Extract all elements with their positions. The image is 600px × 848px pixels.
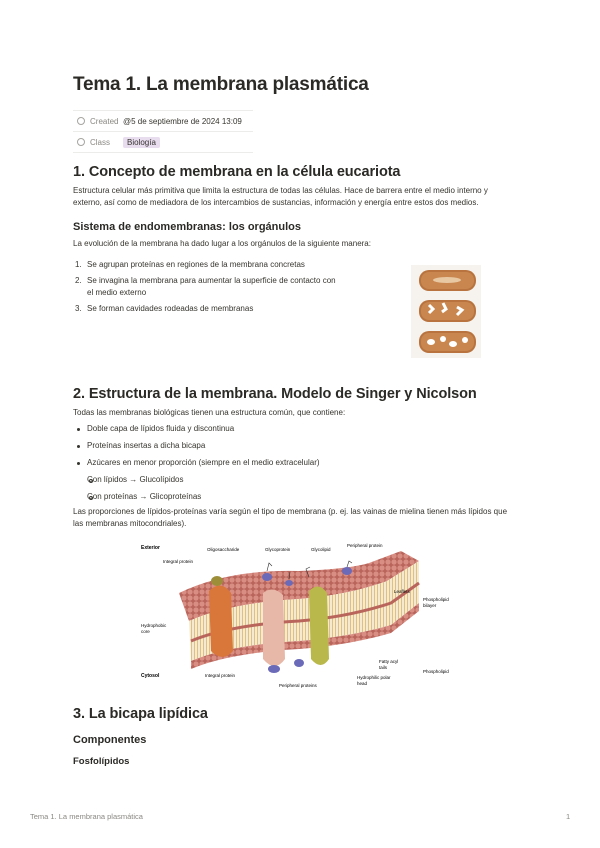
proportions-line-1: Las proporciones de lípidos-proteínas varía según el tipo de membrana (p. ej. las vainas de mielina tienen más lípidos que [73, 507, 508, 516]
label-cytosol: Cytosol [141, 673, 160, 679]
label-glycolipid: Glycolipid [311, 547, 331, 552]
class-value [123, 138, 253, 147]
section-1-paragraph-line-1: Estructura celular más primitiva que limita la estructura de todas las células. Hace de barrera entre el medio interno y [73, 186, 488, 195]
class-tag: Biología [123, 137, 160, 148]
footer-page-number: 1 [566, 812, 571, 821]
proportions-line-2: las membranas mitocondriales). [73, 519, 187, 528]
label-integral-protein-bottom: Integral protein [205, 673, 236, 678]
list-text: Azúcares en menor proporción (siempre en el medio extracelular) [87, 458, 320, 467]
label-integral-protein-top: Integral protein [163, 559, 194, 564]
list-item [73, 423, 493, 435]
endomembrane-heading: Sistema de endomembranas: los orgánulos [73, 221, 302, 233]
property-key [73, 138, 123, 147]
list-number: 3. [75, 304, 82, 313]
created-value: @5 de septiembre de 2024 13:09 [123, 116, 242, 126]
class-label: Class [90, 137, 111, 147]
organelle-list [73, 259, 363, 315]
label-peripheral-proteins-bottom: Peripheral proteins [279, 683, 317, 688]
label-leaflets: Leaflets [394, 589, 410, 594]
bullet-icon [89, 496, 93, 500]
list-item [73, 440, 493, 452]
label-phospholipid-bilayer-2: bilayer [423, 603, 437, 608]
list-text: Se invagina la membrana para aumentar la superficie de contacto con [87, 276, 336, 285]
section-2-heading: 2. Estructura de la membrana. Modelo de Singer y Nicolson [73, 386, 477, 402]
footer-title: Tema 1. La membrana plasmática [30, 812, 143, 821]
section-1-paragraph-line-2: externo, así como de mediadora de los intercambios de sustancias, información y energía entre estos dos medios. [73, 198, 479, 207]
properties-table [73, 110, 253, 153]
label-phospholipid-bilayer-1: Phospholipid [423, 597, 449, 602]
label-glycoprotein: Glycoprotein [265, 547, 291, 552]
bullet-icon [77, 428, 80, 431]
bullet-icon [77, 462, 80, 465]
list-item [73, 457, 493, 469]
clock-icon [77, 117, 85, 125]
list-text: Con lípidos → Glucolípidos [87, 475, 184, 484]
list-item [73, 303, 363, 315]
list-text: Doble capa de lípidos fluida y discontinua [87, 424, 235, 433]
created-label: Created [90, 116, 119, 126]
page-title: Tema 1. La membrana plasmática [73, 74, 369, 95]
list-item [73, 491, 493, 503]
label-hydrophobic-2: core [141, 629, 150, 634]
bullet-icon [77, 445, 80, 448]
label-fatty-2: tails [379, 665, 388, 670]
list-text: Se forman cavidades rodeadas de membranas [87, 304, 254, 313]
list-item [73, 275, 363, 299]
endomembrane-intro: La evolución de la membrana ha dado lugar a los orgánulos de la siguiente manera: [73, 239, 371, 248]
components-heading: Componentes [73, 734, 147, 746]
list-text: Se agrupan proteínas en regiones de la membrana concretas [87, 260, 305, 269]
bullet-icon [89, 479, 93, 483]
list-number: 1. [75, 260, 82, 269]
label-oligosaccharide: Oligosaccharide [207, 547, 240, 552]
list-item [73, 259, 363, 271]
label-exterior: Exterior [141, 545, 160, 551]
label-phospholipid: Phospholipid [423, 669, 449, 674]
list-text: Con proteínas → Glicoproteínas [87, 492, 202, 501]
label-peripheral-protein-top: Peripheral protein [347, 543, 383, 548]
section-2-intro: Todas las membranas biológicas tienen una estructura común, que contiene: [73, 408, 346, 417]
label-fatty-1: Fatty acyl [379, 659, 399, 664]
property-class [73, 131, 253, 153]
fluid-mosaic-figure [139, 541, 460, 689]
property-key [73, 117, 123, 126]
list-number: 2. [75, 276, 82, 285]
label-hydrophobic-1: Hydrophobic [141, 623, 167, 628]
property-created [73, 110, 253, 131]
list-text: Proteínas insertas a dicha bicapa [87, 441, 206, 450]
label-hydrophilic-2: head [357, 681, 368, 686]
organelle-evolution-image [411, 265, 481, 358]
membrane-components-list [73, 423, 493, 474]
select-icon [77, 138, 85, 146]
section-1-heading: 1. Concepto de membrana en la célula eucariota [73, 164, 401, 180]
list-item [73, 474, 493, 486]
phospholipids-heading: Fosfolípidos [73, 756, 130, 767]
list-text-continued: el medio externo [87, 288, 147, 297]
sugar-sublist [73, 474, 493, 503]
section-3-heading: 3. La bicapa lipídica [73, 706, 208, 722]
label-hydrophilic-1: Hydrophilic polar [357, 675, 391, 680]
